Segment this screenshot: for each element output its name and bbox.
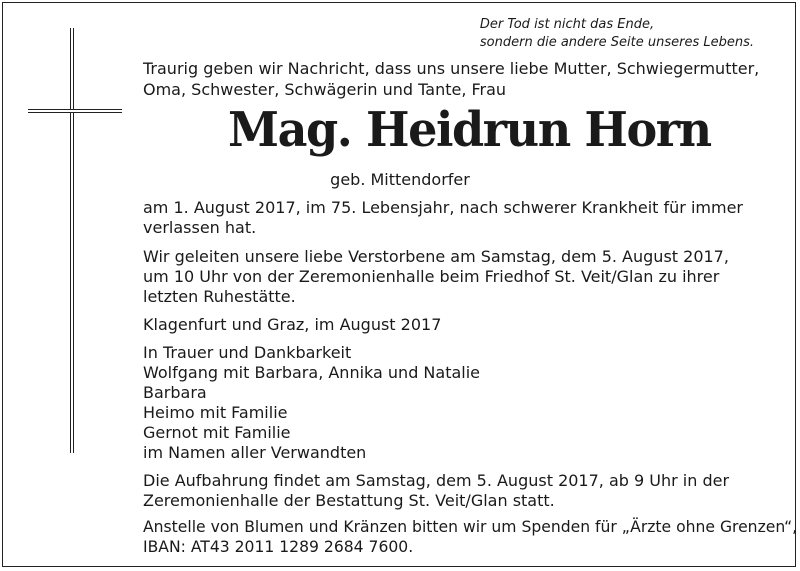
paragraph-line: Zeremonienhalle der Bestattung St. Veit/Glan statt. <box>143 491 555 510</box>
paragraph-line: Anstelle von Blumen und Kränzen bitten wir um Spenden für „Ärzte ohne Grenzen“, <box>143 518 798 536</box>
paragraph-line: Wir geleiten unsere liebe Verstorbene am Samstag, dem 5. August 2017, <box>143 247 729 266</box>
mourner-line: Barbara <box>143 383 207 402</box>
funeral-paragraph <box>143 247 729 307</box>
paragraph-line: Die Aufbahrung findet am Samstag, dem 5. August 2017, ab 9 Uhr in der <box>143 471 730 490</box>
mourners-list <box>143 343 480 463</box>
viewing-paragraph <box>143 471 729 511</box>
intro-line: Traurig geben wir Nachricht, dass uns unsere liebe Mutter, Schwiegermutter, <box>143 59 760 78</box>
quote-line: Der Tod ist nicht das Ende, <box>479 17 655 32</box>
paragraph-line: verlassen hat. <box>143 218 257 237</box>
deceased-name: Mag. Heidrun Horn <box>228 102 711 158</box>
epigraph-quote <box>480 16 754 52</box>
donation-paragraph <box>143 517 797 557</box>
paragraph-line: um 10 Uhr von der Zeremonienhalle beim Friedhof St. Veit/Glan zu ihrer <box>143 267 720 286</box>
paragraph-line: am 1. August 2017, im 75. Lebensjahr, nach schwerer Krankheit für immer <box>143 198 743 217</box>
mourner-line: Gernot mit Familie <box>143 423 291 442</box>
mourner-line: In Trauer und Dankbarkeit <box>143 343 352 362</box>
place-date: Klagenfurt und Graz, im August 2017 <box>143 315 442 334</box>
paragraph-line: letzten Ruhestätte. <box>143 287 296 306</box>
iban: IBAN: AT43 2011 1289 2684 7600. <box>143 538 414 556</box>
mourner-line: Wolfgang mit Barbara, Annika und Natalie <box>143 363 481 382</box>
mourner-line: Heimo mit Familie <box>143 403 288 422</box>
death-paragraph <box>143 198 743 238</box>
intro-line: Oma, Schwester, Schwägerin und Tante, Frau <box>143 80 507 99</box>
quote-line: sondern die andere Seite unseres Lebens. <box>479 35 754 50</box>
mourner-line: im Namen aller Verwandten <box>143 443 367 462</box>
birth-name: geb. Mittendorfer <box>330 170 470 189</box>
